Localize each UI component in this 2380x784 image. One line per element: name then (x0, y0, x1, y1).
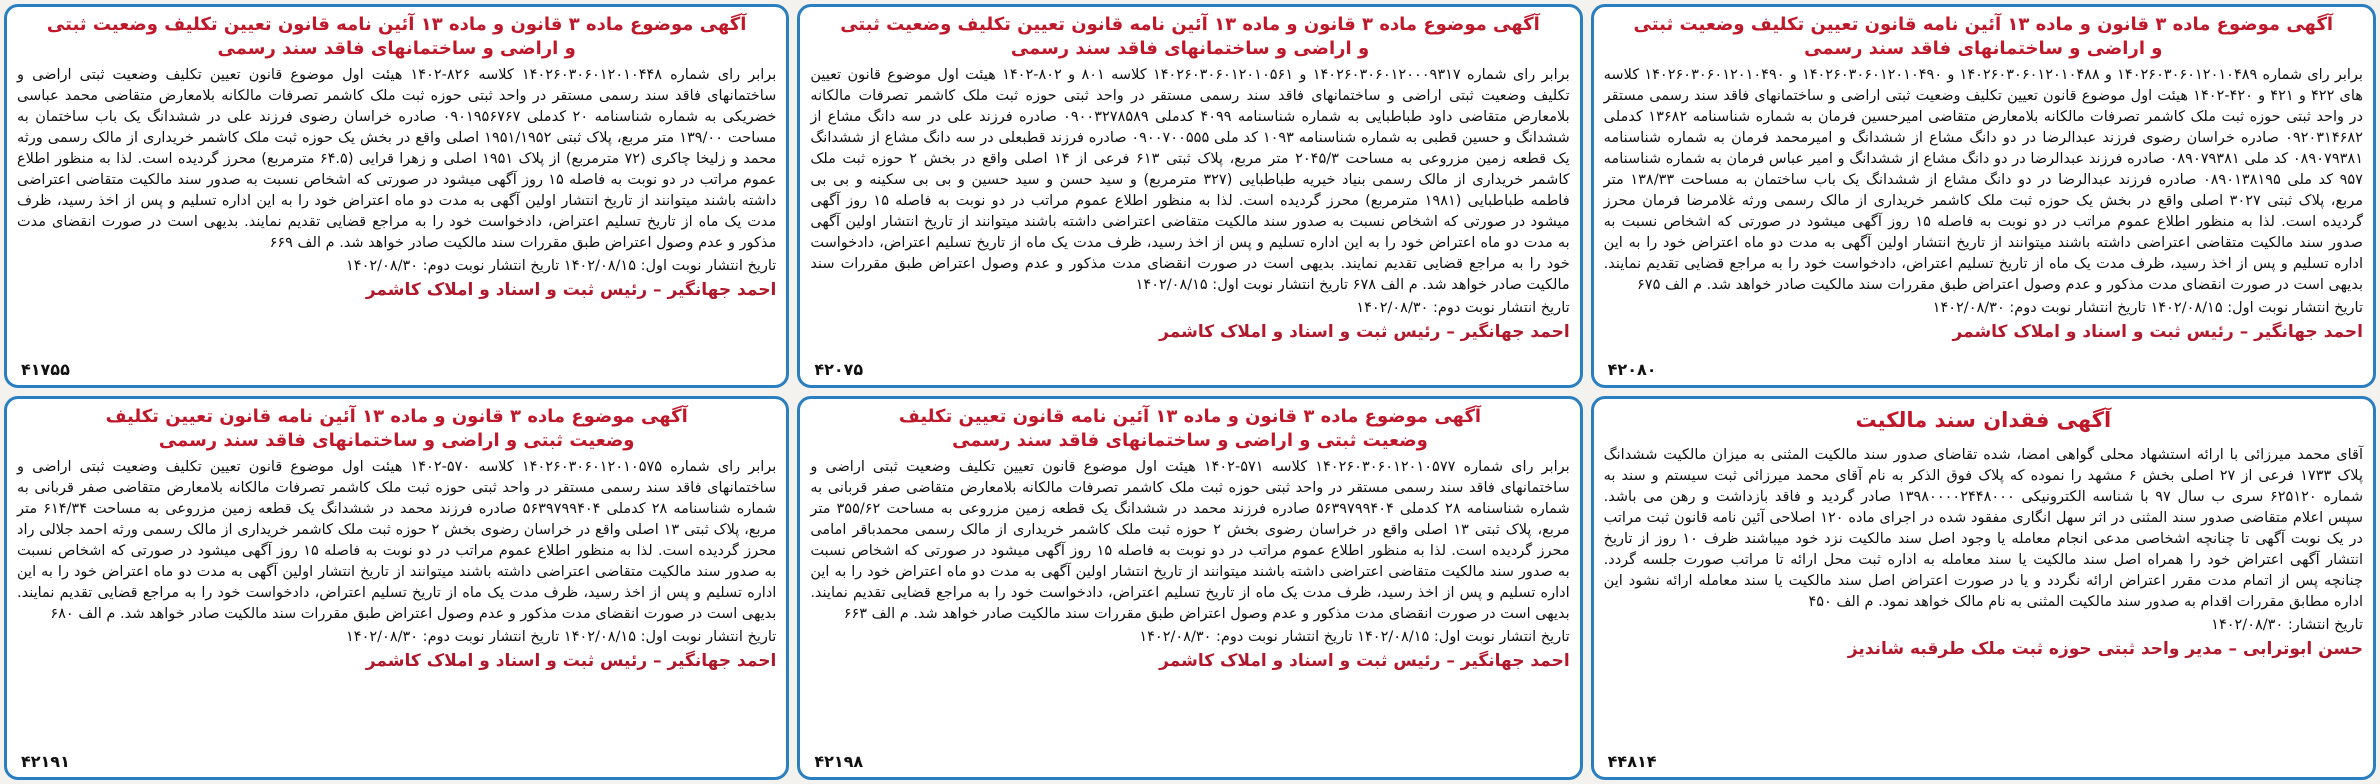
ad-dates: تاریخ انتشار نوبت دوم: ۱۴۰۲/۰۸/۳۰ (1356, 300, 1570, 316)
ad-number: ۴۲۱۹۱ (21, 752, 70, 771)
ad-body: برابر رای شماره ۱۴۰۲۶۰۳۰۶۰۱۲۰۱۰۵۷۷ کلاسه ۵۷۱-۱۴۰۲ هیئت اول موضوع قانون تعیین تکلیف وضعیت ثبتی اراضی و ساختمانهای فاقد سند رسمی مستقر در واحد ثبتی حوزه ثبت ملک کاشمر تصرفات مالکانه بلامعارض متقاضی صفر قربانی به شماره شناسنامه ۲۸ کدملی ۵۶۳۹۷۹۹۴۰۴ صادره فرزند محمد در ششدانگ یک قطعه زمین مزروعی به مساحت ۳۵۵/۶۲ متر مربع، پلاک ثبتی ۱۳ اصلی واقع در خراسان رضوی بخش ۲ حوزه ثبت ملک کاشمر خریداری از مالک رسمی محمدباقر امامی محرز گردیده است. لذا به منظور اطلاع عموم مراتب در دو نوبت به فاصله ۱۵ روز آگهی میشود در صورتی که اشخاص نسبت به صدور سند مالکیت متقاضی اعتراضی داشته باشند میتوانند از تاریخ انتشار اولین آگهی به مدت دو ماه اعتراض خود را به این اداره تسلیم و پس از اخذ رسید، ظرف مدت یک ماه از تاریخ تسلیم اعتراض، دادخواست خود را به مراجع قضایی تقدیم نمایند. بدیهی است در صورت انقضای مدت مذکور و عدم وصول اعتراض طبق مقررات سند مالکیت صادر خواهد شد. م الف ۶۶۳ (810, 459, 1570, 622)
ad-body: برابر رای شماره ۱۴۰۲۶۰۳۰۶۰۱۲۰۱۰۴۸۹ و ۱۴۰۲۶۰۳۰۶۰۱۲۰۱۰۴۸۸ و ۱۴۰۲۶۰۳۰۶۰۱۲۰۱۰۴۹۰ و ۱۴۰۲۶۰۳۰۶۰۱۲۰۱۰۴۹۰ کلاسه های ۴۲۲ و ۴۲۱ و ۴۲۰-۱۴۰۲ هیئت اول موضوع قانون تعیین تکلیف وضعیت ثبتی اراضی و ساختمانهای فاقد سند رسمی مستقر در واحد ثبتی حوزه ثبت ملک کاشمر تصرفات مالکانه بلامعارض متقاضی امیرحسین فرمان به شماره شناسنامه ۱۳۶۸۲ کدملی ۰۹۲۰۳۱۴۶۸۲ صادره خراسان رضوی فرزند عبدالرضا در دو دانگ مشاع از ششدانگ و امیرمحمد فرمان به شماره شناسنامه ۰۸۹۰۷۹۳۸۱ کد ملی ۰۸۹۰۷۹۳۸۱ صادره فرزند عبدالرضا در دو دانگ مشاع از ششدانگ و امیر عباس فرمان به شماره شناسنامه ۹۵۷ کد ملی ۰۸۹۰۱۳۸۱۹۵ صادره فرزند عبدالرضا در دو دانگ مشاع از ششدانگ یک باب ساختمان به مساحت ۱۳۸/۳۳ متر مربع، پلاک ثبتی ۳۰۲۷ اصلی واقع در بخش یک حوزه ثبت ملک کاشمر خریداری از مالک رسمی ورثه غلامرضا فرمان محرز گردیده است. لذا به منظور اطلاع عموم مراتب در دو نوبت به فاصله ۱۵ روز آگهی میشود در صورتی که اشخاص نسبت به صدور سند مالکیت متقاضی اعتراضی داشته باشند میتوانند از تاریخ انتشار اولین آگهی به مدت دو ماه اعتراض خود را به این اداره تسلیم و پس از اخذ رسید، ظرف مدت یک ماه از تاریخ تسلیم اعتراض، دادخواست خود را به مراجع قضایی تقدیم نمایند. بدیهی است در صورت انقضای مدت مذکور و عدم وصول اعتراض طبق مقررات سند مالکیت صادر خواهد شد. م الف ۶۷۵ (1603, 67, 2363, 293)
ad-card (797, 4, 1582, 388)
ad-number: ۴۲۰۸۰ (1607, 360, 1657, 379)
ad-number: ۴۴۸۱۴ (1607, 752, 1657, 771)
ad-title: آگهی موضوع ماده ۳ قانون و ماده ۱۳ آئین نامه قانون تعیین تکلیف وضعیت ثبتی (46, 14, 747, 35)
ad-signature: احمد جهانگیر – رئیس ثبت و اسناد و املاک کاشمر (1159, 322, 1570, 342)
ad-card (797, 396, 1582, 780)
ad-dates: تاریخ انتشار نوبت اول: ۱۴۰۲/۰۸/۱۵ تاریخ انتشار نوبت دوم: ۱۴۰۲/۰۸/۳۰ (1139, 629, 1570, 645)
ad-title-line2: وضعیت ثبتی و اراضی و ساختمانهای فاقد سند رسمی (952, 430, 1428, 451)
ad-title-line2: و اراضی و ساختمانهای فاقد سند رسمی (217, 38, 576, 59)
ad-signature: احمد جهانگیر – رئیس ثبت و اسناد و املاک کاشمر (1159, 651, 1570, 671)
ad-signature: حسن ابوترابی – مدیر واحد ثبتی حوزه ثبت ملک طرقبه شاندیز (1847, 639, 2363, 659)
ad-dates: تاریخ انتشار: ۱۴۰۲/۰۸/۳۰ (2211, 617, 2363, 633)
ad-number: ۴۱۷۵۵ (21, 360, 70, 379)
ad-body: برابر رای شماره ۱۴۰۲۶۰۳۰۶۰۱۲۰۰۰۹۳۱۷ و ۱۴۰۲۶۰۳۰۶۰۱۲۰۱۰۵۶۱ کلاسه ۸۰۱ و ۸۰۲-۱۴۰۲ هیئت اول موضوع قانون تعیین تکلیف وضعیت ثبتی اراضی و ساختمانهای فاقد سند رسمی مستقر در واحد ثبتی حوزه ثبت ملک کاشمر تصرفات مالکانه بلامعارض متقاضی داود طباطبایی به شماره شناسنامه ۴۰۹۹ کدملی ۰۹۰۰۳۲۷۸۵۸۹ صادره فرزند علی در سه دانگ مشاع از ششدانگ و حسین قطبی به شماره شناسنامه ۱۰۹۳ کد ملی ۰۹۰۰۷۰۰۵۵۵ صادره فرزند قطبعلی در سه دانگ مشاع از ششدانگ یک قطعه زمین مزروعی به مساحت ۲۰۴۵/۳ متر مربع، پلاک ثبتی ۶۱۳ فرعی از ۱۴ اصلی واقع در بخش ۲ حوزه ثبت ملک کاشمر خریداری از مالک رسمی بنیاد خیریه طباطبایی (۳۲۷ مترمربع) و سید حسن و سید حسین و بی بی سکینه و بی بی فاطمه طباطبایی (۱۹۸۱ مترمربع) محرز گردیده است. لذا به منظور اطلاع عموم مراتب در دو نوبت به فاصله ۱۵ روز آگهی میشود در صورتی که اشخاص نسبت به صدور سند مالکیت متقاضی اعتراضی داشته باشند میتوانند از تاریخ انتشار اولین آگهی به مدت دو ماه اعتراض خود را به این اداره تسلیم و پس از اخذ رسید، ظرف مدت یک ماه از تاریخ تسلیم اعتراض، دادخواست خود را به مراجع قضایی تقدیم نمایند. بدیهی است در صورت انقضای مدت مذکور و عدم وصول اعتراض طبق مقررات سند مالکیت صادر خواهد شد. م الف ۶۷۸ تاریخ انتشار نوبت اول: ۱۴۰۲/۰۸/۱۵ (810, 67, 1570, 293)
ad-title-line2: و اراضی و ساختمانهای فاقد سند رسمی (1010, 38, 1370, 59)
ad-dates: تاریخ انتشار نوبت اول: ۱۴۰۲/۰۸/۱۵ تاریخ انتشار نوبت دوم: ۱۴۰۲/۰۸/۳۰ (346, 258, 777, 274)
ad-title: آگهی موضوع ماده ۳ قانون و ماده ۱۳ آئین نامه قانون تعیین تکلیف (898, 406, 1482, 427)
ad-card (4, 4, 789, 388)
ad-card (1591, 4, 2376, 388)
ad-dates: تاریخ انتشار نوبت اول: ۱۴۰۲/۰۸/۱۵ تاریخ انتشار نوبت دوم: ۱۴۰۲/۰۸/۳۰ (1932, 300, 2363, 316)
ad-title: آگهی موضوع ماده ۳ قانون و ماده ۱۳ آئین نامه قانون تعیین تکلیف وضعیت ثبتی (1633, 14, 2334, 35)
ad-title-line2: وضعیت ثبتی و اراضی و ساختمانهای فاقد سند رسمی (158, 430, 635, 451)
ad-signature: احمد جهانگیر – رئیس ثبت و اسناد و املاک کاشمر (1952, 322, 2363, 342)
ad-title-line2: و اراضی و ساختمانهای فاقد سند رسمی (1804, 38, 2163, 59)
ad-body: برابر رای شماره ۱۴۰۲۶۰۳۰۶۰۱۲۰۱۰۵۷۵ کلاسه ۵۷۰-۱۴۰۲ هیئت اول موضوع قانون تعیین تکلیف وضعیت ثبتی اراضی و ساختمانهای فاقد سند رسمی مستقر در واحد ثبتی حوزه ثبت ملک کاشمر تصرفات مالکانه بلامعارض متقاضی صفر قربانی به شماره شناسنامه ۲۸ کدملی ۵۶۳۹۷۹۹۴۰۴ صادره فرزند محمد در ششدانگ یک قطعه زمین مزروعی به مساحت ۶۱۴/۳۴ متر مربع، پلاک ثبتی ۱۳ اصلی واقع در خراسان رضوی بخش ۲ حوزه ثبت ملک کاشمر خریداری از مالک رسمی ورثه احمد جلالی راد محرز گردیده است. لذا به منظور اطلاع عموم مراتب در دو نوبت به فاصله ۱۵ روز آگهی میشود در صورتی که اشخاص نسبت به صدور سند مالکیت متقاضی اعتراضی داشته باشند میتوانند از تاریخ انتشار اولین آگهی به مدت دو ماه اعتراض خود را به این اداره تسلیم و پس از اخذ رسید، ظرف مدت یک ماه از تاریخ تسلیم اعتراض، دادخواست خود را به مراجع قضایی تقدیم نمایند. بدیهی است در صورت انقضای مدت مذکور و عدم وصول اعتراض طبق مقررات سند مالکیت صادر خواهد شد. م الف ۶۸۰ (17, 459, 777, 622)
ad-card (4, 396, 789, 780)
ad-card (1591, 396, 2376, 780)
ad-signature: احمد جهانگیر – رئیس ثبت و اسناد و املاک کاشمر (365, 651, 777, 671)
ad-title: آگهی فقدان سند مالکیت (1855, 408, 2112, 432)
ad-signature: احمد جهانگیر – رئیس ثبت و اسناد و املاک کاشمر (365, 280, 777, 300)
ad-number: ۴۲۰۷۵ (814, 360, 864, 379)
ad-title: آگهی موضوع ماده ۳ قانون و ماده ۱۳ آئین نامه قانون تعیین تکلیف وضعیت ثبتی (840, 14, 1540, 35)
ad-title: آگهی موضوع ماده ۳ قانون و ماده ۱۳ آئین نامه قانون تعیین تکلیف (105, 406, 688, 427)
ads-grid (4, 4, 2376, 780)
ad-body: آقای محمد میرزائی با ارائه استشهاد محلی گواهی امضا، شده تقاضای صدور سند مالکیت المثنی به میزان مالکیت ششدانگ پلاک ۱۷۳۳ فرعی از ۲۷ اصلی بخش ۶ مشهد را نموده که پلاک فوق الذکر به نام آقای محمد میرزائی ثبت سیستم و سند به شماره ۶۲۵۱۲۰ سری ب سال ۹۷ با شناسه الکترونیکی ۱۳۹۸۰۰۰۰۲۴۴۸۰۰۰ صادر گردید و فاقد بازداشت و رهن می باشد. سپس اعلام متقاضی صدور سند المثنی در اثر سهل انگاری مفقود شده در اجرای ماده ۱۲۰ اصلاحی آئین نامه قانون ثبت مراتب در یک نوبت آگهی تا چنانچه اشخاصی مدعی انجام معامله یا وجود اصل سند مالکیت نزد خود میباشند ظرف ۱۰ روز از تاریخ انتشار آگهی اعتراض خود را همراه اصل سند مالکیت یا سند معامله به اداره ثبت محل ارائه تا مراتب صورت جلسه گردد. چنانچه پس از اتمام مدت مقرر اعتراض ارائه نگردد و یا در صورت اعتراض اصل سند مالکیت یا سند معامله ارائه نشود این اداره مطابق مقررات اقدام به صدور سند مالکیت المثنی به نام مالک خواهد نمود. م الف ۴۵۰ (1603, 447, 2363, 610)
ad-body: برابر رای شماره ۱۴۰۲۶۰۳۰۶۰۱۲۰۱۰۴۴۸ کلاسه ۸۲۶-۱۴۰۲ هیئت اول موضوع قانون تعیین تکلیف وضعیت ثبتی اراضی و ساختمانهای فاقد سند رسمی مستقر در واحد ثبتی حوزه ثبت ملک کاشمر تصرفات مالکانه بلامعارض متقاضی محمد عباسی خضریکی به شماره شناسنامه ۲۰ کدملی ۰۹۰۱۹۵۶۷۶۷ صادره خراسان رضوی فرزند علی در ششدانگ یک باب ساختمان به مساحت ۱۳۹/۰۰ متر مربع، پلاک ثبتی ۱۹۵۱/۱۹۵۲ اصلی واقع در بخش یک حوزه ثبت ملک کاشمر خریداری از مالک رسمی ورثه محمد و زلیخا چاکری (۷۲ مترمربع) از پلاک ۱۹۵۱ اصلی و زهرا قرایی (۶۴.۵ مترمربع) محرز گردیده است. لذا به منظور اطلاع عموم مراتب در دو نوبت به فاصله ۱۵ روز آگهی میشود در صورتی که اشخاص نسبت به صدور سند مالکیت متقاضی اعتراضی داشته باشند میتوانند از تاریخ انتشار اولین آگهی به مدت دو ماه اعتراض خود را به این اداره تسلیم و پس از اخذ رسید، ظرف مدت یک ماه از تاریخ تسلیم اعتراض، دادخواست خود را به مراجع قضایی تقدیم نمایند. بدیهی است در صورت انقضای مدت مذکور و عدم وصول اعتراض طبق مقررات سند مالکیت صادر خواهد شد. م الف ۶۶۹ (17, 67, 777, 251)
ad-dates: تاریخ انتشار نوبت اول: ۱۴۰۲/۰۸/۱۵ تاریخ انتشار نوبت دوم: ۱۴۰۲/۰۸/۳۰ (346, 629, 777, 645)
ad-number: ۴۲۱۹۸ (814, 752, 864, 771)
